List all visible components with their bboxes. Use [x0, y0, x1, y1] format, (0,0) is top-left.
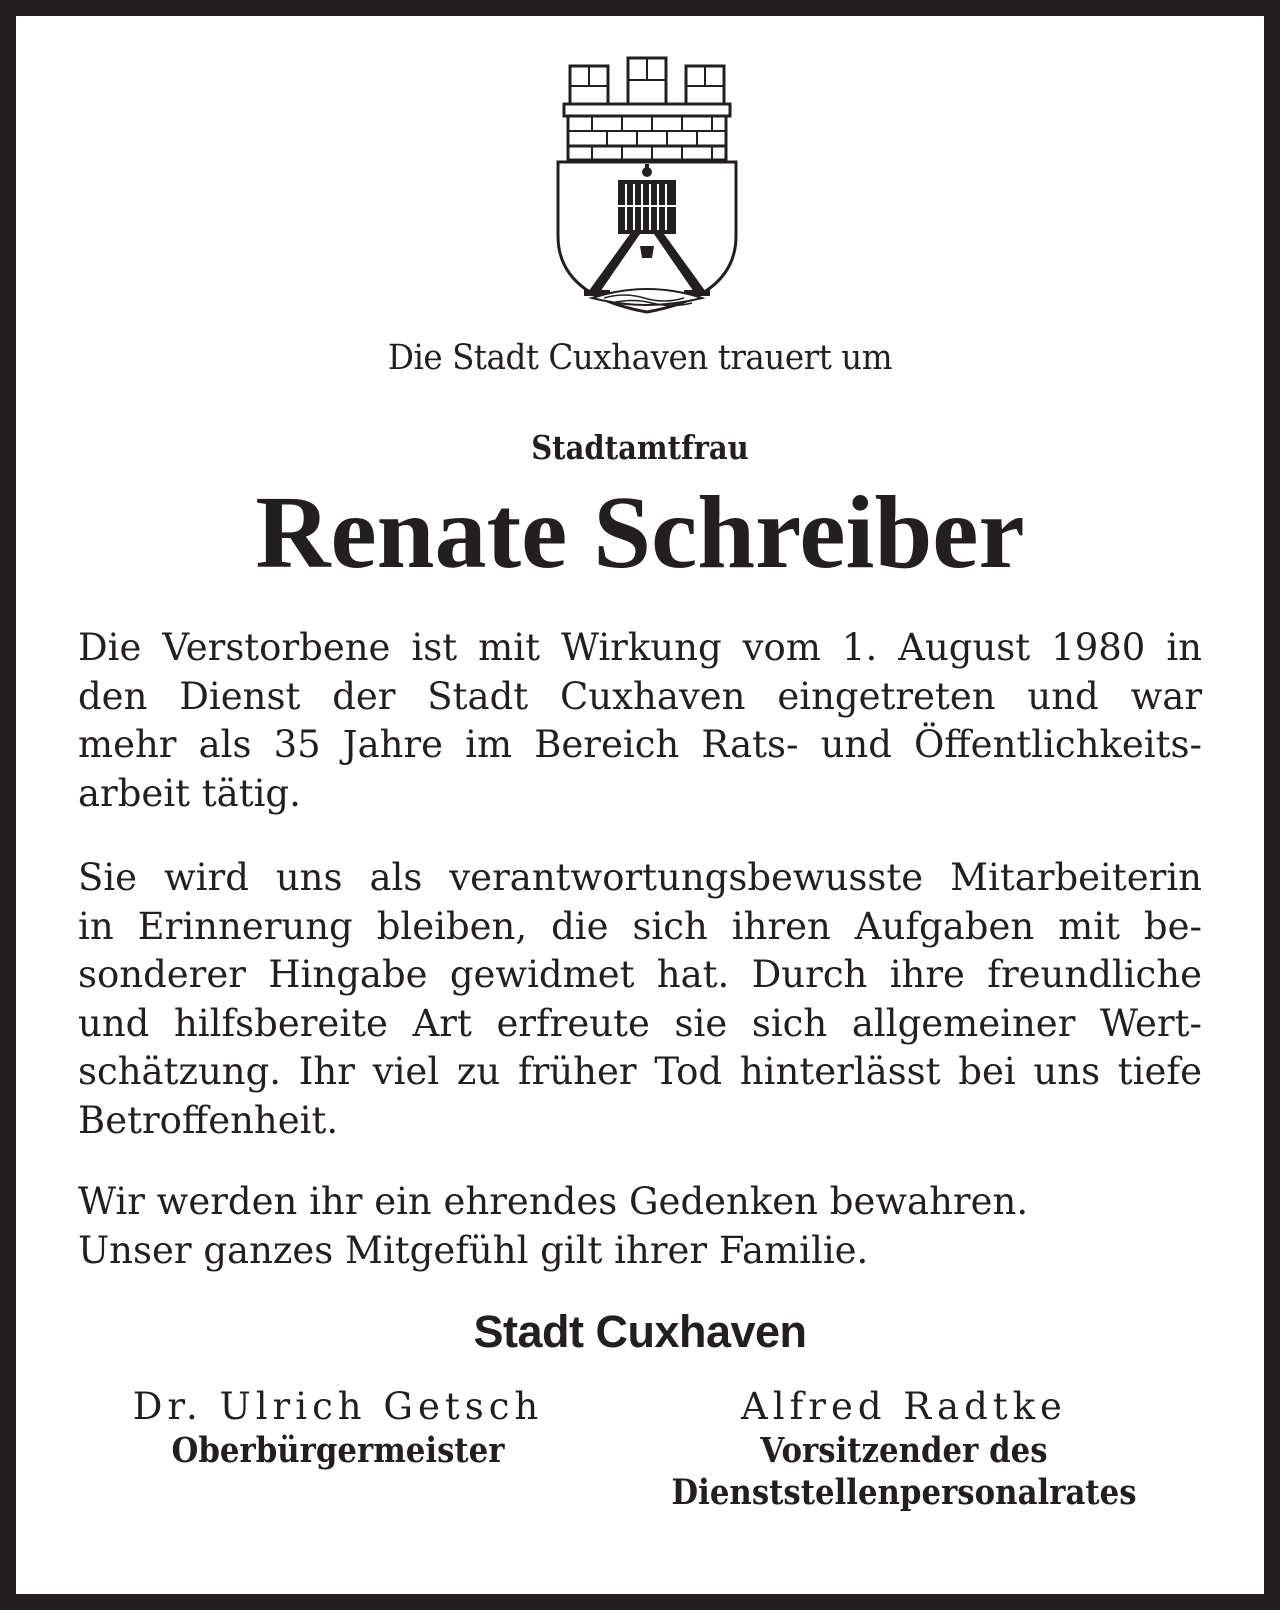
text-line: schätzung. Ihr viel zu früher Tod hinterlässt bei uns tiefe — [78, 1050, 1202, 1093]
text-line: Betroffenheit. — [78, 1098, 339, 1142]
signatory-staff-council — [634, 1384, 1174, 1514]
text-line: Wir werden ihr ein ehrendes Gedenken bewahren. — [78, 1180, 1029, 1223]
paragraph-2 — [78, 854, 1202, 1145]
rank-title: Stadtamtfrau — [531, 428, 749, 467]
cuxhaven-coat-of-arms-icon — [552, 46, 742, 316]
text-line: Unser ganzes Mitgefühl gilt ihrer Familie. — [78, 1228, 869, 1272]
signatory-name: Alfred Radtke — [741, 1385, 1067, 1428]
text-line: den Dienst der Stadt Cuxhaven eingetreten und war — [78, 674, 1202, 718]
paragraph-1 — [78, 624, 1202, 818]
obituary-notice — [16, 16, 1264, 1594]
intro-line: Die Stadt Cuxhaven trauert um — [387, 338, 893, 378]
text-line: Sie wird uns als verantwortungsbewusste Mitarbeiterin — [78, 856, 1202, 899]
paragraph-3 — [78, 1178, 1202, 1275]
text-line: Die Verstorbene ist mit Wirkung vom 1. August 1980 in — [78, 626, 1202, 669]
signatory-mayor — [108, 1384, 568, 1472]
text-line: arbeit tätig. — [78, 771, 301, 815]
signatory-role: Dienststellenpersonalrates — [671, 1472, 1137, 1513]
organization-name: Stadt Cuxhaven — [473, 1306, 807, 1357]
signatory-role: Vorsitzender des — [760, 1430, 1048, 1471]
deceased-name: Renate Schreiber — [255, 475, 1025, 590]
text-line: mehr als 35 Jahre im Bereich Rats- und Öffentlichkeits- — [78, 723, 1202, 766]
signatory-name: Dr. Ulrich Getsch — [132, 1385, 544, 1428]
text-line: und hilfsbereite Art erfreute sie sich allgemeiner Wert- — [78, 1001, 1202, 1045]
signatory-role: Oberbürgermeister — [171, 1430, 505, 1471]
text-line: sonderer Hingabe gewidmet hat. Durch ihre freundliche — [78, 953, 1202, 996]
text-line: in Erinnerung bleiben, die sich ihren Aufgaben mit be- — [78, 904, 1202, 948]
